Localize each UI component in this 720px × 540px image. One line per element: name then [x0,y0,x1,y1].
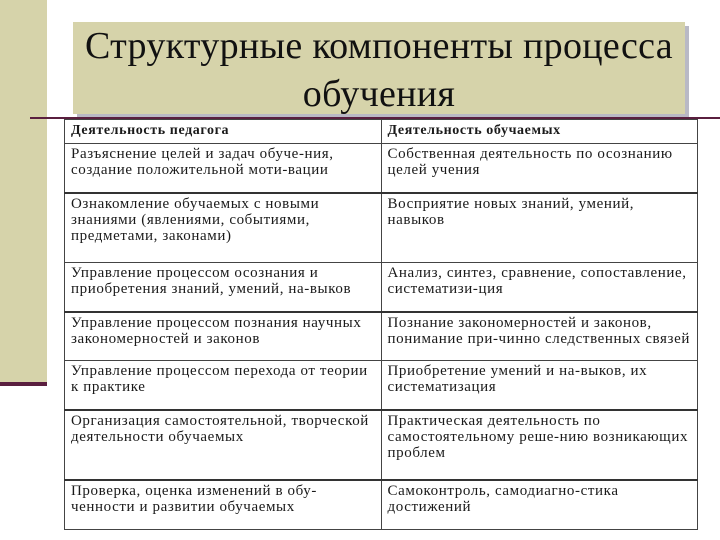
table-row [65,263,698,312]
header-teacher-activity: Деятельность педагога [65,120,382,144]
learner-cell: Анализ, синтез, сравнение, сопоставление, систематизи-ция [381,263,698,312]
components-table [64,119,698,530]
learner-cell: Приобретение умений и на-выков, их систематизация [381,361,698,410]
teacher-cell: Проверка, оценка изменений в обу-ченности и развитии обучаемых [65,480,382,529]
learner-cell: Восприятие новых знаний, умений, навыков [381,193,698,263]
learner-cell: Практическая деятельность по самостоятельному реше-нию возникающих проблем [381,410,698,481]
learner-cell: Самоконтроль, самодиагно-стика достижений [381,480,698,529]
slide-title: Структурные компоненты процесса обучения [85,25,673,115]
teacher-cell: Управление процессом перехода от теории к практике [65,361,382,410]
table-row [65,361,698,410]
table-row [65,410,698,481]
teacher-cell: Организация самостоятельной, творческой деятельности обучаемых [65,410,382,481]
left-decor-line [0,382,47,386]
left-decor-bar [0,0,47,382]
teacher-cell: Ознакомление обучаемых с новыми знаниями (явлениями, событиями, предметами, законами) [65,193,382,263]
components-table-wrap [64,119,698,530]
teacher-cell: Управление процессом познания научных закономерностей и законов [65,312,382,361]
teacher-cell: Разъяснение целей и задач обуче-ния, создание положительной моти-вации [65,144,382,193]
table-header-row [65,120,698,144]
header-learner-activity: Деятельность обучаемых [381,120,698,144]
learner-cell: Собственная деятельность по осознанию целей учения [381,144,698,193]
table-row [65,312,698,361]
learner-cell: Познание закономерностей и законов, понимание при-чинно следственных связей [381,312,698,361]
table-row [65,480,698,529]
teacher-cell: Управление процессом осознания и приобретения знаний, умений, на-выков [65,263,382,312]
table-row [65,193,698,263]
table-row [65,144,698,193]
